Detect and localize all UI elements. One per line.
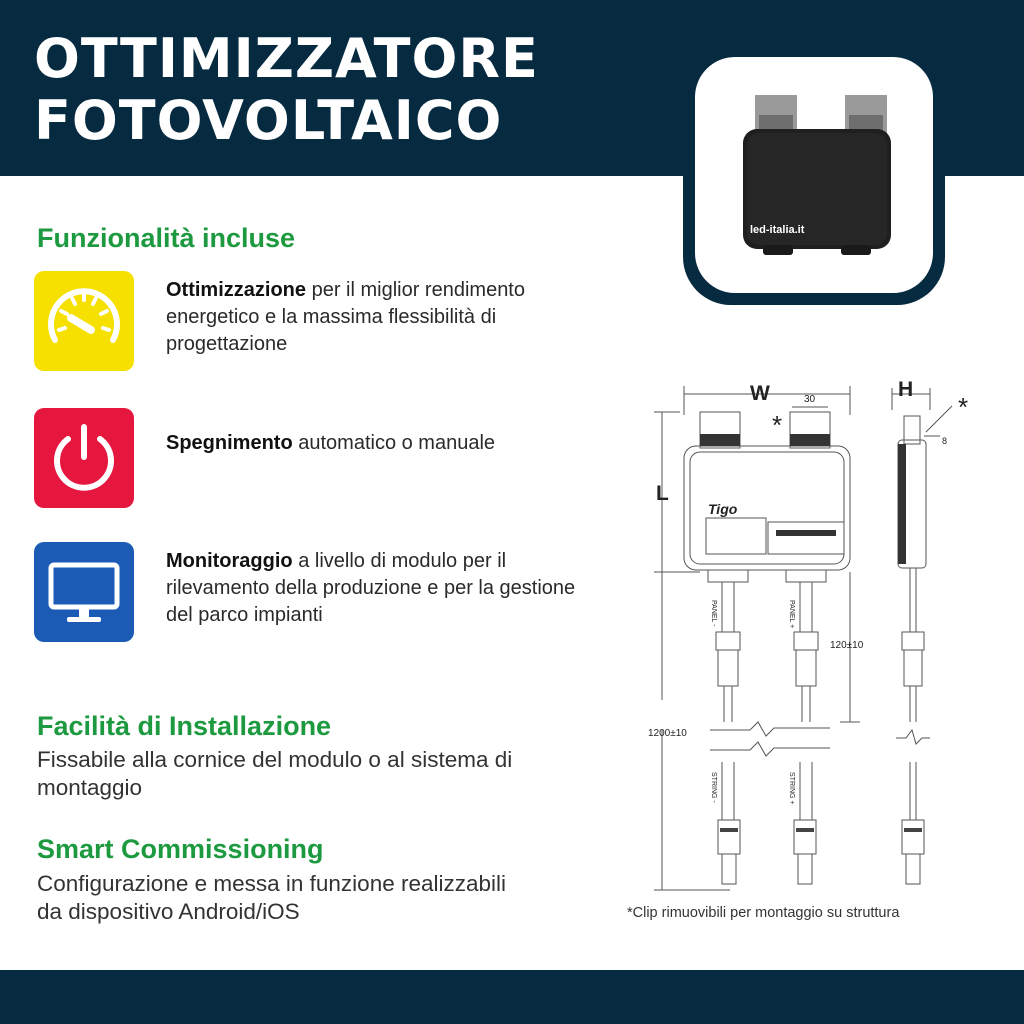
technical-drawing: [640, 370, 1010, 900]
feature-shutdown: [34, 408, 574, 508]
string-plus-label: STRING +: [788, 772, 795, 805]
shutdown-description: [166, 430, 586, 457]
product-photo-frame: [683, 57, 945, 305]
shutdown-rest: automatico o manuale: [292, 432, 496, 454]
product-photo: [695, 57, 933, 293]
optimization-description: [166, 277, 586, 358]
power-icon: [41, 415, 127, 501]
footer-band: [0, 970, 1024, 1024]
monitoring-rest: a livello di modulo per il rilevamento della produzione e per la gestione del parco impianti: [166, 550, 576, 626]
left-clip-base: [700, 434, 740, 446]
asterisk-side: *: [958, 392, 969, 422]
panel-minus-label: PANEL -: [710, 600, 717, 627]
speedometer-icon: [41, 278, 127, 364]
brand-logo: Tigo: [708, 501, 738, 517]
label-l: L: [656, 482, 669, 505]
monitoring-description: [166, 548, 586, 629]
page-title: [34, 28, 539, 152]
shutdown-bold: Spegnimento: [166, 432, 293, 454]
drawing-caption: *Clip rimuovibili per montaggio su struttura: [627, 905, 900, 921]
monitoring-bold: Monitoraggio: [166, 550, 293, 572]
label-1200: 1200±10: [648, 728, 687, 739]
label-w: W: [750, 382, 770, 405]
optimization-bold: Ottimizzazione: [166, 279, 307, 301]
optimizer-photo-illustration: [695, 57, 933, 293]
shutdown-tile: [34, 408, 134, 508]
panel-plus-label: PANEL +: [788, 600, 795, 629]
installation-text: Fissabile alla cornice del modulo o al sistema di montaggio: [37, 747, 513, 800]
label-120: 120±10: [830, 640, 864, 651]
title-line-1: OTTIMIZZATORE: [34, 27, 539, 90]
commissioning-text: Configurazione e messa in funzione realizzabili da dispositivo Android/iOS: [37, 871, 507, 924]
label-30: 30: [804, 394, 816, 405]
installation-heading: Facilità di Installazione: [37, 711, 332, 741]
commissioning-heading: Smart Commissioning: [37, 834, 324, 864]
features-heading: Funzionalità incluse: [37, 223, 296, 253]
optimization-rest: per il miglior rendimento energetico e la massima flessibilità di progettazione: [166, 279, 525, 355]
feature-monitoring: [34, 542, 574, 642]
string-minus-label: STRING -: [710, 772, 717, 803]
monitoring-tile: [34, 542, 134, 642]
monitor-icon: [41, 549, 127, 635]
asterisk-front: *: [772, 410, 783, 440]
label-h: H: [898, 378, 914, 401]
label-8: 8: [942, 436, 948, 446]
photo-watermark: led-italia.it: [750, 224, 805, 236]
optimization-tile: [34, 271, 134, 371]
feature-optimization: [34, 271, 574, 371]
right-clip-base: [790, 434, 830, 446]
title-line-2: FOTOVOLTAICO: [34, 89, 503, 152]
